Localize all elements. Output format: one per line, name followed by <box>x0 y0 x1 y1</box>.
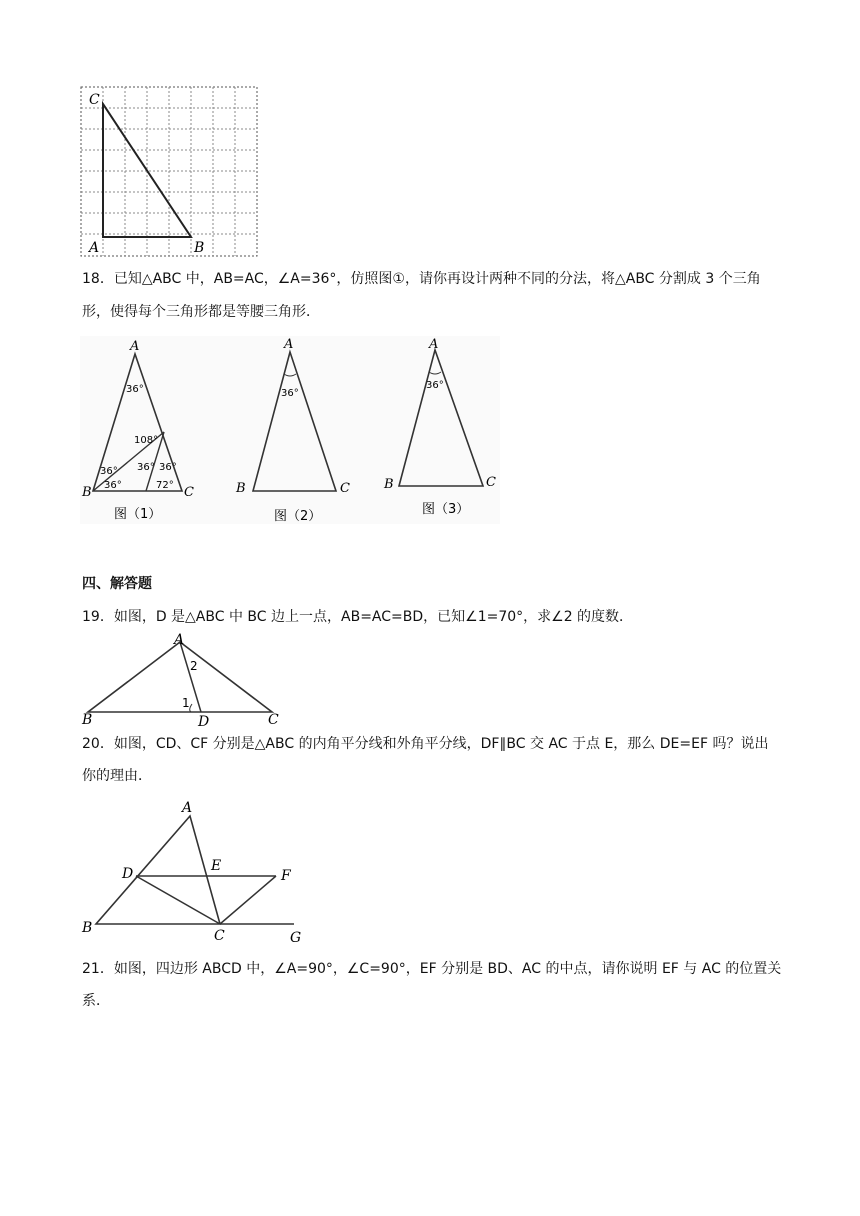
fig3-label-a: A <box>429 337 439 352</box>
q18-line2: 形，使得每个三角形都是等腰三角形． <box>82 304 320 320</box>
fig3-label-c: C <box>486 475 496 490</box>
q20-line1: 20．如图，CD、CF 分别是△ABC 的内角平分线和外角平分线，DF∥BC 交 AC 于点 E，那么 DE=EF 吗？说出 <box>82 736 769 752</box>
q20-line2: 你的理由． <box>82 768 152 784</box>
fig3-angle-a: 36° <box>426 380 444 391</box>
fig3-label-b: B <box>384 477 394 492</box>
fig1-label-b: B <box>82 485 92 500</box>
fig3-caption: 图（3） <box>422 502 470 517</box>
q19-label-d: D <box>198 714 210 728</box>
q19-text: 19．如图，D 是△ABC 中 BC 边上一点，AB=AC=BD，已知∠1=70°，求∠2 的度数． <box>82 609 634 625</box>
q20-figure <box>80 796 320 946</box>
fig1-label-a: A <box>130 339 140 354</box>
fig2-label-c: C <box>340 481 350 496</box>
q20-label-b: B <box>82 920 93 936</box>
q19-label-c: C <box>268 712 279 728</box>
fig1-angle-c: 72° <box>156 480 174 491</box>
q20-label-c: C <box>214 928 225 944</box>
q20-label-g: G <box>290 930 302 946</box>
fig1-angle-a: 36° <box>126 384 144 395</box>
q19-figure <box>80 632 290 728</box>
fig1-label-c: C <box>184 485 194 500</box>
section4-title: 四、解答题 <box>82 576 152 592</box>
q20-label-e: E <box>211 858 222 874</box>
fig1-angle-b1: 36° <box>100 466 118 477</box>
fig1-caption: 图（1） <box>114 507 162 522</box>
label-a: A <box>89 240 100 256</box>
fig2-label-a: A <box>284 337 294 352</box>
fig2-label-b: B <box>236 481 246 496</box>
label-c: C <box>89 92 100 108</box>
fig2-angle-a: 36° <box>281 388 299 399</box>
q21-line2: 系． <box>82 993 110 1009</box>
fig1-angle-m1: 36° <box>137 462 155 473</box>
q18-line1: 18．已知△ABC 中，AB=AC，∠A=36°，仿照图①，请你再设计两种不同的分法，将△ABC 分割成 3 个三角 <box>82 271 761 287</box>
q19-angle-1: 1 <box>182 696 190 710</box>
q19-angle-2: 2 <box>190 659 198 673</box>
fig1-angle-m2: 36° <box>159 462 177 473</box>
q20-label-a: A <box>182 800 193 816</box>
label-b: B <box>194 240 205 256</box>
q19-label-b: B <box>82 712 93 728</box>
fig1-angle-b2: 36° <box>104 480 122 491</box>
fig2-caption: 图（2） <box>274 509 322 524</box>
q18-figures <box>80 336 500 526</box>
q21-line1: 21．如图，四边形 ABCD 中，∠A=90°，∠C=90°，EF 分别是 BD、AC 的中点，请你说明 EF 与 AC 的位置关 <box>82 961 782 977</box>
q20-label-f: F <box>281 868 291 884</box>
q20-label-d: D <box>122 866 134 882</box>
grid-figure <box>80 86 260 258</box>
q19-label-a: A <box>174 632 185 648</box>
fig1-angle-108: 108° <box>134 435 159 446</box>
